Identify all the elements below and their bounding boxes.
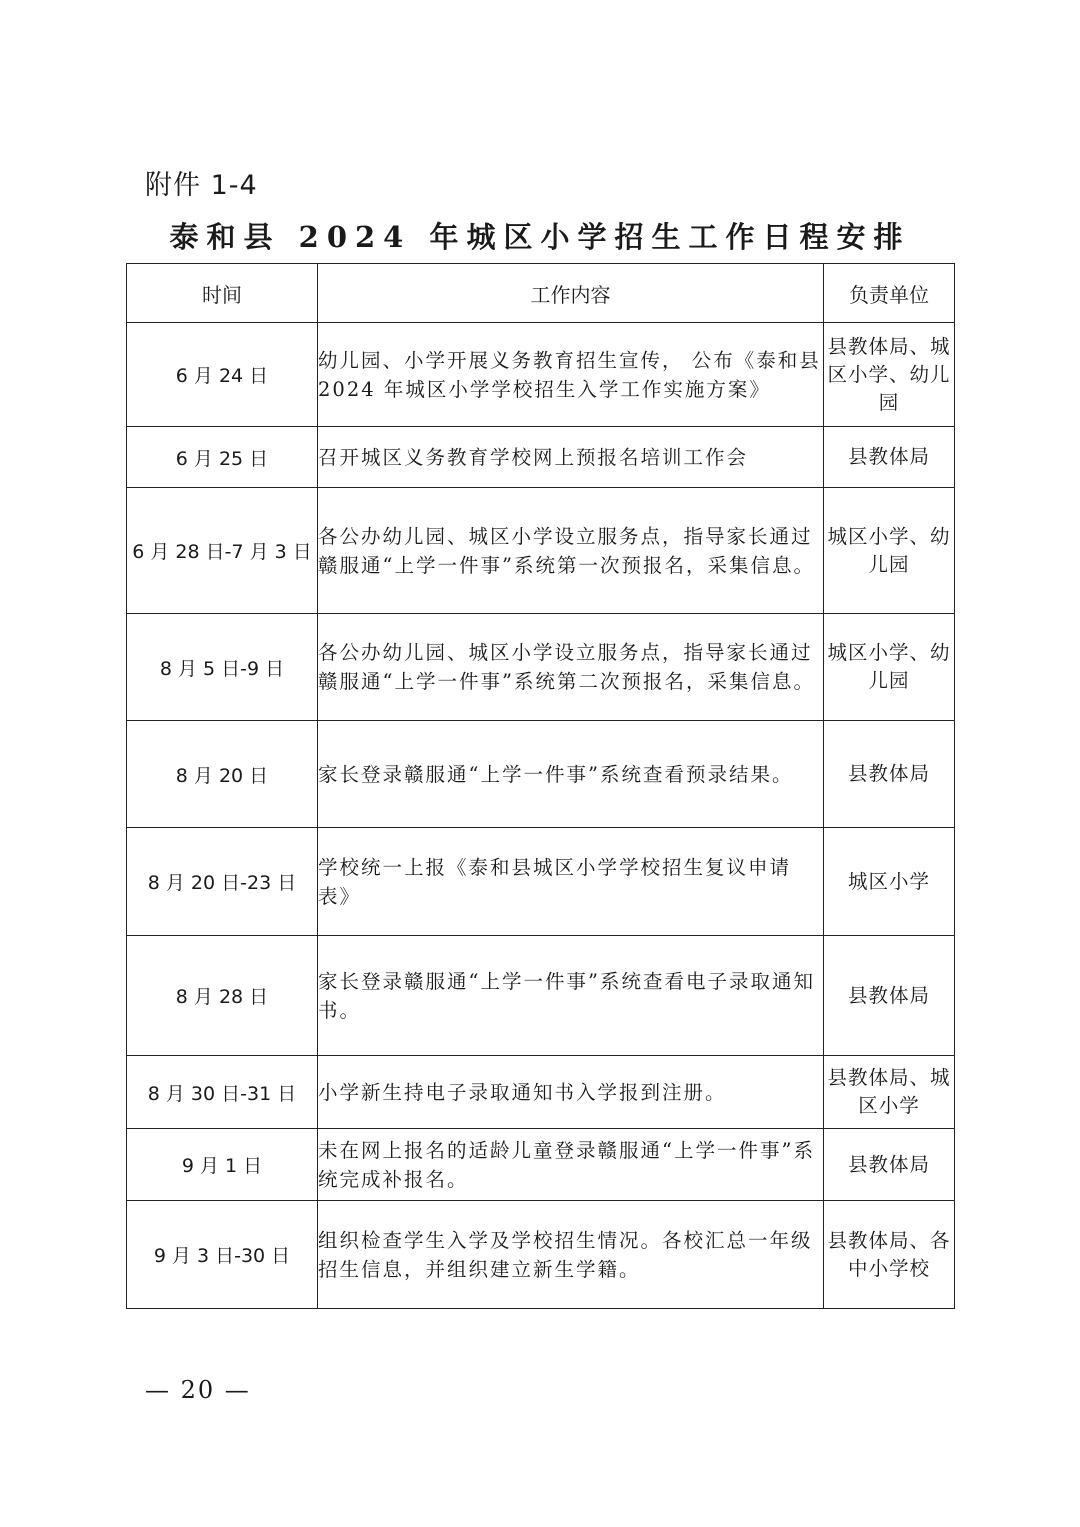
row-unit: 城区小学 (824, 828, 955, 936)
table-row (127, 721, 955, 828)
row-content: 家长登录赣服通“上学一件事”系统查看预录结果。 (318, 721, 824, 828)
table-row (127, 427, 955, 488)
table-row (127, 828, 955, 936)
table-header-row (127, 264, 955, 323)
row-content: 组织检查学生入学及学校招生情况。各校汇总一年级招生信息，并组织建立新生学籍。 (318, 1201, 824, 1309)
row-time: 6 月 24 日 (127, 323, 318, 427)
document-title: 泰和县 2024 年城区小学招生工作日程安排 (169, 220, 911, 254)
row-time: 8 月 28 日 (127, 936, 318, 1056)
table-row (127, 323, 955, 427)
page-number: — 20 — (145, 1376, 251, 1404)
row-content: 学校统一上报《泰和县城区小学学校招生复议申请表》 (318, 828, 824, 936)
row-time: 6 月 25 日 (127, 427, 318, 488)
attachment-label: 附件 1-4 (145, 170, 258, 201)
table-row (127, 1129, 955, 1201)
row-unit: 县教体局 (824, 721, 955, 828)
row-content: 各公办幼儿园、城区小学设立服务点，指导家长通过赣服通“上学一件事”系统第二次预报名，采集信息。 (318, 614, 824, 721)
header-time: 时间 (127, 264, 318, 323)
row-content: 未在网上报名的适龄儿童登录赣服通“上学一件事”系统完成补报名。 (318, 1129, 824, 1201)
table-row (127, 1056, 955, 1129)
row-unit: 县教体局、各中小学校 (824, 1201, 955, 1309)
header-unit: 负责单位 (824, 264, 955, 323)
row-content: 各公办幼儿园、城区小学设立服务点，指导家长通过赣服通“上学一件事”系统第一次预报名，采集信息。 (318, 488, 824, 614)
table-row (127, 614, 955, 721)
row-content: 幼儿园、小学开展义务教育招生宣传， 公布《泰和县 2024 年城区小学学校招生入学工作实施方案》 (318, 323, 824, 427)
row-unit: 城区小学、幼儿园 (824, 488, 955, 614)
row-time: 8 月 20 日-23 日 (127, 828, 318, 936)
row-time: 8 月 30 日-31 日 (127, 1056, 318, 1129)
row-time: 8 月 20 日 (127, 721, 318, 828)
row-unit: 县教体局 (824, 427, 955, 488)
header-content: 工作内容 (318, 264, 824, 323)
row-content: 小学新生持电子录取通知书入学报到注册。 (318, 1056, 824, 1129)
table-row (127, 488, 955, 614)
row-unit: 县教体局、城区小学、幼儿园 (824, 323, 955, 427)
row-time: 6 月 28 日-7 月 3 日 (127, 488, 318, 614)
row-content: 家长登录赣服通“上学一件事”系统查看电子录取通知书。 (318, 936, 824, 1056)
row-unit: 县教体局 (824, 1129, 955, 1201)
row-unit: 县教体局 (824, 936, 955, 1056)
table-row (127, 936, 955, 1056)
row-unit: 城区小学、幼儿园 (824, 614, 955, 721)
schedule-table (126, 263, 955, 1309)
table-row (127, 1201, 955, 1309)
row-time: 9 月 1 日 (127, 1129, 318, 1201)
row-unit: 县教体局、城区小学 (824, 1056, 955, 1129)
row-content: 召开城区义务教育学校网上预报名培训工作会 (318, 427, 824, 488)
row-time: 8 月 5 日-9 日 (127, 614, 318, 721)
row-time: 9 月 3 日-30 日 (127, 1201, 318, 1309)
